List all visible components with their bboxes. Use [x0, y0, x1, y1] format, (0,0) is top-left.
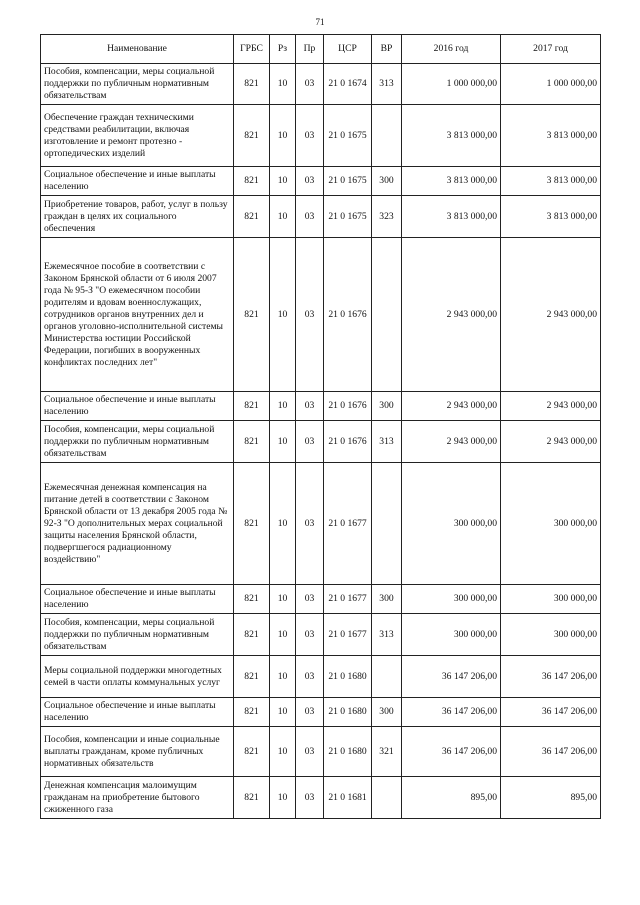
cell-pr: 03: [296, 238, 324, 392]
cell-rz: 10: [270, 167, 296, 196]
table-row: [41, 421, 601, 463]
table-row: [41, 614, 601, 656]
cell-grbs: 821: [234, 727, 270, 777]
page-number: 71: [315, 17, 325, 27]
cell-name: Социальное обеспечение и иные выплаты населению: [41, 392, 234, 421]
cell-csr: 21 0 1681: [324, 777, 372, 819]
header-name: Наименование: [41, 35, 234, 64]
cell-2017: 2 943 000,00: [501, 238, 601, 392]
cell-pr: 03: [296, 698, 324, 727]
cell-grbs: 821: [234, 64, 270, 105]
cell-pr: 03: [296, 64, 324, 105]
cell-vr: 300: [372, 167, 402, 196]
cell-pr: 03: [296, 777, 324, 819]
cell-name: Денежная компенсация малоимущим гражданам на приобретение бытового сжиженного газа: [41, 777, 234, 819]
budget-table: [40, 34, 601, 819]
cell-2017: 895,00: [501, 777, 601, 819]
table-header-row: [41, 35, 601, 64]
header-2016: 2016 год: [402, 35, 501, 64]
header-vr: ВР: [372, 35, 402, 64]
cell-grbs: 821: [234, 777, 270, 819]
cell-pr: 03: [296, 727, 324, 777]
cell-vr: 300: [372, 392, 402, 421]
cell-csr: 21 0 1680: [324, 656, 372, 698]
cell-vr: [372, 777, 402, 819]
table-row: [41, 463, 601, 585]
cell-grbs: 821: [234, 421, 270, 463]
cell-pr: 03: [296, 585, 324, 614]
cell-name: Пособия, компенсации, меры социальной поддержки по публичным нормативным обязательствам: [41, 614, 234, 656]
cell-name: Ежемесячная денежная компенсация на питание детей в соответствии с Законом Брянской области от 13 декабря 2005 года № 92-З "О дополнительных мерах социальной защиты населения Брянской области, подвергшегося радиационному воздействию": [41, 463, 234, 585]
cell-rz: 10: [270, 656, 296, 698]
cell-name: Приобретение товаров, работ, услуг в пользу граждан в целях их социального обеспечения: [41, 196, 234, 238]
cell-name: Пособия, компенсации и иные социальные выплаты гражданам, кроме публичных нормативных обязательств: [41, 727, 234, 777]
cell-2016: 2 943 000,00: [402, 421, 501, 463]
cell-grbs: 821: [234, 167, 270, 196]
cell-2017: 2 943 000,00: [501, 421, 601, 463]
cell-2016: 36 147 206,00: [402, 698, 501, 727]
cell-pr: 03: [296, 392, 324, 421]
cell-vr: 300: [372, 585, 402, 614]
cell-2017: 300 000,00: [501, 463, 601, 585]
table-row: [41, 64, 601, 105]
table-row: [41, 656, 601, 698]
cell-2017: 36 147 206,00: [501, 727, 601, 777]
cell-name: Пособия, компенсации, меры социальной поддержки по публичным нормативным обязательствам: [41, 64, 234, 105]
cell-2016: 36 147 206,00: [402, 727, 501, 777]
cell-rz: 10: [270, 727, 296, 777]
cell-2016: 300 000,00: [402, 463, 501, 585]
cell-pr: 03: [296, 421, 324, 463]
table-row: [41, 585, 601, 614]
cell-grbs: 821: [234, 656, 270, 698]
cell-2016: 3 813 000,00: [402, 196, 501, 238]
cell-csr: 21 0 1676: [324, 238, 372, 392]
cell-rz: 10: [270, 421, 296, 463]
cell-csr: 21 0 1680: [324, 727, 372, 777]
cell-name: Ежемесячное пособие в соответствии с Законом Брянской области от 6 июля 2007 года № 95-З "О ежемесячном пособии родителям и вдовам военнослужащих, сотрудников органов внутренних дел и органов уголовно-исполнительной системы Министерства юстиции Российской Федерации, погибших в вооруженных конфликтах последних лет": [41, 238, 234, 392]
cell-2017: 3 813 000,00: [501, 196, 601, 238]
cell-csr: 21 0 1676: [324, 421, 372, 463]
header-pr: Пр: [296, 35, 324, 64]
cell-name: Пособия, компенсации, меры социальной поддержки по публичным нормативным обязательствам: [41, 421, 234, 463]
cell-rz: 10: [270, 777, 296, 819]
cell-pr: 03: [296, 196, 324, 238]
cell-name: Обеспечение граждан техническими средствами реабилитации, включая изготовление и ремонт протезно - ортопедических изделий: [41, 105, 234, 167]
table-row: [41, 392, 601, 421]
cell-pr: 03: [296, 167, 324, 196]
cell-pr: 03: [296, 105, 324, 167]
cell-csr: 21 0 1677: [324, 463, 372, 585]
cell-pr: 03: [296, 463, 324, 585]
cell-pr: 03: [296, 656, 324, 698]
cell-rz: 10: [270, 238, 296, 392]
cell-vr: 313: [372, 421, 402, 463]
cell-vr: [372, 463, 402, 585]
cell-2016: 300 000,00: [402, 585, 501, 614]
cell-csr: 21 0 1680: [324, 698, 372, 727]
cell-2016: 36 147 206,00: [402, 656, 501, 698]
cell-name: Социальное обеспечение и иные выплаты населению: [41, 167, 234, 196]
cell-grbs: 821: [234, 698, 270, 727]
cell-2016: 2 943 000,00: [402, 392, 501, 421]
cell-vr: 313: [372, 64, 402, 105]
cell-grbs: 821: [234, 614, 270, 656]
cell-grbs: 821: [234, 105, 270, 167]
table-row: [41, 105, 601, 167]
header-2017: 2017 год: [501, 35, 601, 64]
cell-csr: 21 0 1677: [324, 614, 372, 656]
cell-csr: 21 0 1676: [324, 392, 372, 421]
cell-2017: 300 000,00: [501, 614, 601, 656]
cell-rz: 10: [270, 392, 296, 421]
header-grbs: ГРБС: [234, 35, 270, 64]
cell-2016: 3 813 000,00: [402, 105, 501, 167]
cell-rz: 10: [270, 614, 296, 656]
cell-2017: 300 000,00: [501, 585, 601, 614]
cell-rz: 10: [270, 105, 296, 167]
cell-name: Социальное обеспечение и иные выплаты населению: [41, 698, 234, 727]
cell-grbs: 821: [234, 585, 270, 614]
cell-grbs: 821: [234, 392, 270, 421]
cell-vr: 313: [372, 614, 402, 656]
cell-vr: 323: [372, 196, 402, 238]
cell-vr: 300: [372, 698, 402, 727]
table-row: [41, 727, 601, 777]
table-row: [41, 698, 601, 727]
cell-2017: 3 813 000,00: [501, 167, 601, 196]
header-csr: ЦСР: [324, 35, 372, 64]
cell-csr: 21 0 1674: [324, 64, 372, 105]
cell-2017: 1 000 000,00: [501, 64, 601, 105]
cell-2017: 3 813 000,00: [501, 105, 601, 167]
cell-2016: 1 000 000,00: [402, 64, 501, 105]
header-rz: Рз: [270, 35, 296, 64]
cell-name: Социальное обеспечение и иные выплаты населению: [41, 585, 234, 614]
table-body: [41, 64, 601, 819]
cell-rz: 10: [270, 698, 296, 727]
cell-csr: 21 0 1677: [324, 585, 372, 614]
cell-2016: 3 813 000,00: [402, 167, 501, 196]
cell-2016: 895,00: [402, 777, 501, 819]
cell-vr: [372, 238, 402, 392]
cell-2017: 2 943 000,00: [501, 392, 601, 421]
cell-2016: 2 943 000,00: [402, 238, 501, 392]
table-row: [41, 167, 601, 196]
cell-name: Меры социальной поддержки многодетных семей в части оплаты коммунальных услуг: [41, 656, 234, 698]
cell-csr: 21 0 1675: [324, 196, 372, 238]
cell-grbs: 821: [234, 238, 270, 392]
table-row: [41, 196, 601, 238]
cell-csr: 21 0 1675: [324, 167, 372, 196]
cell-rz: 10: [270, 585, 296, 614]
table-row: [41, 777, 601, 819]
cell-csr: 21 0 1675: [324, 105, 372, 167]
cell-2017: 36 147 206,00: [501, 656, 601, 698]
cell-vr: [372, 656, 402, 698]
cell-vr: [372, 105, 402, 167]
cell-rz: 10: [270, 463, 296, 585]
cell-pr: 03: [296, 614, 324, 656]
cell-rz: 10: [270, 64, 296, 105]
table-row: [41, 238, 601, 392]
cell-grbs: 821: [234, 196, 270, 238]
cell-vr: 321: [372, 727, 402, 777]
cell-2016: 300 000,00: [402, 614, 501, 656]
cell-grbs: 821: [234, 463, 270, 585]
cell-2017: 36 147 206,00: [501, 698, 601, 727]
cell-rz: 10: [270, 196, 296, 238]
